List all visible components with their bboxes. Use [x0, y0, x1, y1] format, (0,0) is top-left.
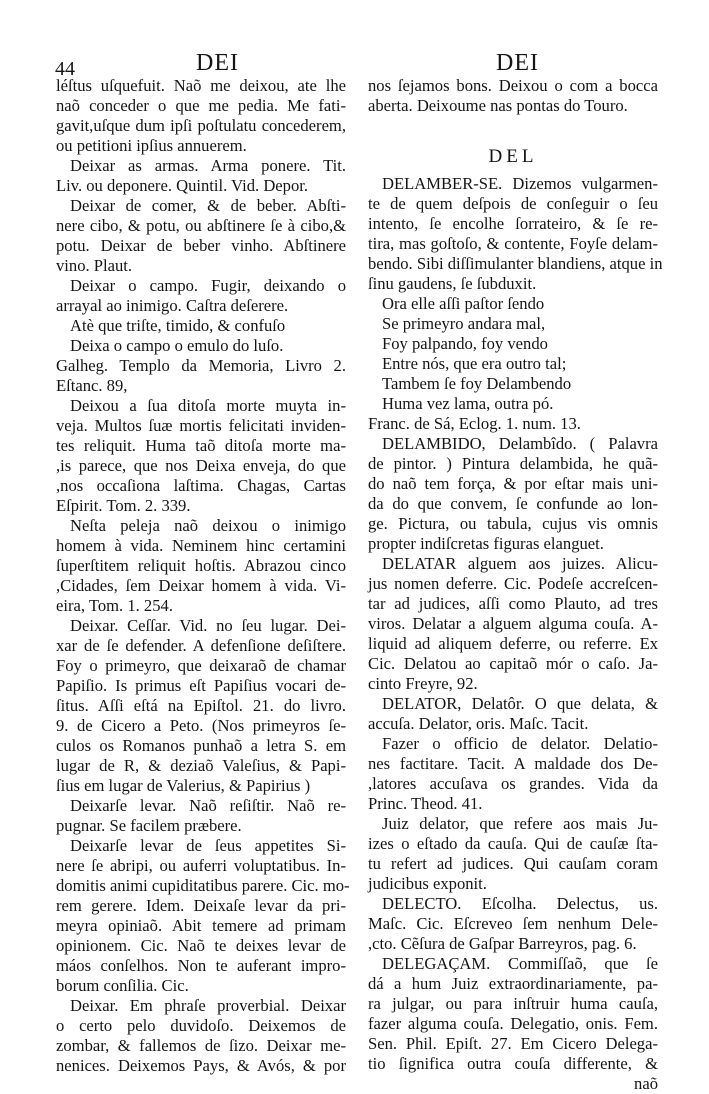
- text-line: nenices. Deixemos Pays, & Avós, & por: [56, 1056, 346, 1075]
- text-line: borum conſilia. Cic.: [56, 976, 189, 995]
- text-line: Deixarſe levar de ſeus appetites Si-: [70, 836, 346, 855]
- text-line: DELATAR alguem aos juizes. Alicu-: [382, 554, 658, 573]
- text-line: Fazer o officio de delator. Delatio-: [382, 734, 658, 753]
- text-line: nes factitare. Tacit. A maldade dos De-: [368, 754, 658, 773]
- text-line: Se primeyro andara mal,: [382, 314, 546, 333]
- text-line: 9. de Cicero a Peto. (Nos primeyros ſe-: [56, 716, 346, 735]
- text-line: tio ſignifica outra couſa differente, &: [368, 1054, 658, 1073]
- text-line: ,is parece, que nos Deixa enveja, do que: [56, 456, 346, 475]
- text-line: Princ. Theod. 41.: [368, 794, 483, 813]
- text-line: izes o eſtado da cauſa. Qui de cauſæ ſta-: [368, 834, 658, 853]
- text-line: bendo. Sibi diſſimulanter blandiens, atque in: [368, 254, 663, 273]
- text-line: Maſc. Cic. Eſcreveo ſem nenhum Dele-: [368, 914, 658, 933]
- text-line: Deixar. Em phraſe proverbial. Deixar: [70, 996, 346, 1015]
- spacer: [368, 116, 658, 140]
- right-column: [368, 76, 663, 1094]
- text-line: ge. Pictura, ou tabula, cujus vis omnis: [368, 514, 658, 533]
- text-line: Deixarſe levar. Naõ reſiſtir. Naõ re-: [70, 796, 346, 815]
- catchword: naõ: [634, 1074, 658, 1093]
- text-line: DELECTO. Eſcolha. Delectus, us.: [382, 894, 658, 913]
- text-line: nos ſejamos bons. Deixou o com a bocca: [368, 76, 658, 95]
- text-line: Eſpirit. Tom. 2. 339.: [56, 496, 191, 515]
- text-line: fazer alguma couſa. Delegatio, onis. Fem.: [368, 1014, 658, 1033]
- text-line: Juiz delator, que refere aos mais Ju-: [382, 814, 658, 833]
- text-line: tira, mas goſtoſo, & contente, Foyſe delam-: [368, 234, 658, 253]
- section-heading: DEL: [488, 146, 538, 167]
- text-line: liquid ad aliquem deferre, ou referre. Ex: [368, 634, 658, 653]
- text-line: Huma vez lama, outra pó.: [382, 394, 554, 413]
- text-line: o certo pelo duvidoſo. Deixemos de: [56, 1016, 346, 1035]
- text-line: Deixar de comer, & de beber. Abſti-: [70, 196, 346, 215]
- text-line: de pintor. ) Pintura delambida, he quã-: [368, 454, 658, 473]
- text-line: veja. Multos ſuæ mortis felicitati inviden-: [56, 416, 346, 435]
- text-line: lugar de R, & deziaõ Valeſius, & Papi-: [56, 756, 346, 775]
- running-head-left: DEI: [196, 50, 239, 76]
- text-line: ſuperſtitem reliquit hoſtis. Abrazou cinco: [56, 556, 346, 575]
- text-line: máos conſelhos. Non te auferant impro-: [56, 956, 346, 975]
- text-line: ſitus. Aſſi eſtá na Epiſtol. 21. do livro.: [56, 696, 346, 715]
- text-line: Deixar. Ceſſar. Vid. no ſeu lugar. Dei-: [70, 616, 346, 635]
- text-line: domitis animi cupiditatibus parere. Cic. mo-: [56, 876, 350, 895]
- text-line: naõ conceder o que me pedia. Me fati-: [56, 96, 346, 115]
- text-line: Eſtanc. 89,: [56, 376, 128, 395]
- left-column: [56, 76, 350, 1076]
- text-line: xar de ſe defender. A defenſione deſiſtere.: [56, 636, 346, 655]
- text-line: Sen. Phil. Epiſt. 27. Em Cicero Delega-: [368, 1034, 658, 1053]
- text-line: nere cibo, & potu, ou abſtinere ſe à cibo,&: [56, 216, 346, 235]
- text-line: meyra opiniaõ. Abit temere ad primam: [56, 916, 346, 935]
- text-line: Tambem ſe foy Delambendo: [382, 374, 572, 393]
- text-line: Deixa o campo o emulo do luſo.: [70, 336, 284, 355]
- text-line: ſinu gaudens, ſe ſubduxit.: [368, 274, 537, 293]
- text-line: cinto Freyre, 92.: [368, 674, 478, 693]
- text-line: Papiſio. Is primus eſt Papiſius vocari de-: [56, 676, 346, 695]
- text-line: Liv. ou deponere. Quintil. Vid. Depor.: [56, 176, 309, 195]
- text-line: vino. Plaut.: [56, 256, 133, 275]
- text-line: propter indiſcretas figuras elanguet.: [368, 534, 604, 553]
- text-line: Franc. de Sá, Eclog. 1. num. 13.: [368, 414, 581, 433]
- text-line: ſius em lugar de Valerius, & Papirius ): [56, 776, 311, 795]
- text-line: da do que convem, ſe confunde ao lon-: [368, 494, 658, 513]
- text-line: jus nomen deferre. Cic. Podeſe accreſcen-: [368, 574, 658, 593]
- text-line: ,cto. Cẽſura de Gaſpar Barreyros, pag. 6.: [368, 934, 637, 953]
- text-line: accuſa. Delator, oris. Maſc. Tacit.: [368, 714, 589, 733]
- text-line: dá a hum Juiz extraordinariamente, pa-: [368, 974, 658, 993]
- text-line: ra julgar, ou para inſtruir huma cauſa,: [368, 994, 658, 1013]
- page-number: 44: [55, 58, 75, 80]
- text-line: DELAMBER-SE. Dizemos vulgarmen-: [382, 174, 658, 193]
- text-line: rem gerere. Idem. Deixaſe levar da pri-: [56, 896, 346, 915]
- text-line: te de quem deſpois de conſeguir o ſeu: [368, 194, 658, 213]
- text-line: gavit,uſque dum ipſi poſtulatu concederem,: [56, 116, 346, 135]
- text-line: ,nos occaſiona laſtima. Chagas, Cartas: [56, 476, 346, 495]
- text-line: potu. Deixar de beber vinho. Abſtinere: [56, 236, 346, 255]
- text-line: ,Cidades, ſem Deixar homem à vida. Vi-: [56, 576, 346, 595]
- text-line: Foy o primeyro, que deixaraõ de chamar: [56, 656, 346, 675]
- text-line: Atè que triſte, timido, & confuſo: [70, 316, 286, 335]
- text-line: viros. Delatar a alguem alguma couſa. A-: [368, 614, 658, 633]
- text-line: arrayal ao inimigo. Caſtra deſerere.: [56, 296, 289, 315]
- text-line: tar ad judices, aſſi como Plauto, ad tres: [368, 594, 658, 613]
- text-line: judicibus exponit.: [368, 874, 487, 893]
- text-line: Ora elle aſſi paſtor ſendo: [382, 294, 545, 313]
- text-line: Deixar o campo. Fugir, deixando o: [70, 276, 346, 295]
- text-line: Deixou a ſua ditoſa morte muyta in-: [70, 396, 346, 415]
- text-line: tes reliquit. Huma taõ ditoſa morte ma-: [56, 436, 346, 455]
- text-line: ou petitioni ipſius annuerem.: [56, 136, 247, 155]
- text-line: ,latores accuſava os grandes. Vida da: [368, 774, 658, 793]
- text-line: Galheg. Templo da Memoria, Livro 2.: [56, 356, 346, 375]
- text-line: do naõ tem força, & por eſtar mais uni-: [368, 474, 658, 493]
- text-line: DELEGAÇAM. Commiſſaõ, que ſe: [382, 954, 658, 973]
- text-line: tu refert ad judices. Qui cauſam coram: [368, 854, 658, 873]
- text-line: Entre nós, que era outro tal;: [382, 354, 567, 373]
- running-head-right: DEI: [496, 50, 539, 76]
- text-line: léſtus uſquefuit. Naõ me deixou, ate lhe: [56, 76, 346, 95]
- text-line: pugnar. Se facilem præbere.: [56, 816, 242, 835]
- text-line: Deixar as armas. Arma ponere. Tit.: [70, 156, 346, 175]
- text-line: Neſta peleja naõ deixou o inimigo: [70, 516, 346, 535]
- text-line: DELATOR, Delatôr. O que delata, &: [382, 694, 658, 713]
- text-line: aberta. Deixoume nas pontas do Touro.: [368, 96, 628, 115]
- text-line: eira, Tom. 1. 254.: [56, 596, 173, 615]
- text-line: Foy palpando, foy vendo: [382, 334, 548, 353]
- text-line: Cic. Delatou ao capitaõ mór o caſo. Ja-: [368, 654, 658, 673]
- text-line: opinionem. Cic. Naõ te deixes levar de: [56, 936, 346, 955]
- text-line: nere ſe abripi, ou auferri voluptatibus. In-: [56, 856, 346, 875]
- text-line: zombar, & fallemos de ſizo. Deixar me-: [56, 1036, 346, 1055]
- text-line: culos os Romanos punhaõ a letra S. em: [56, 736, 346, 755]
- text-line: homem à vida. Neminem hinc certamini: [56, 536, 346, 555]
- text-line: DELAMBIDO, Delambîdo. ( Palavra: [382, 434, 658, 453]
- text-line: intento, ſe encolhe ſorrateiro, & ſe re-: [368, 214, 658, 233]
